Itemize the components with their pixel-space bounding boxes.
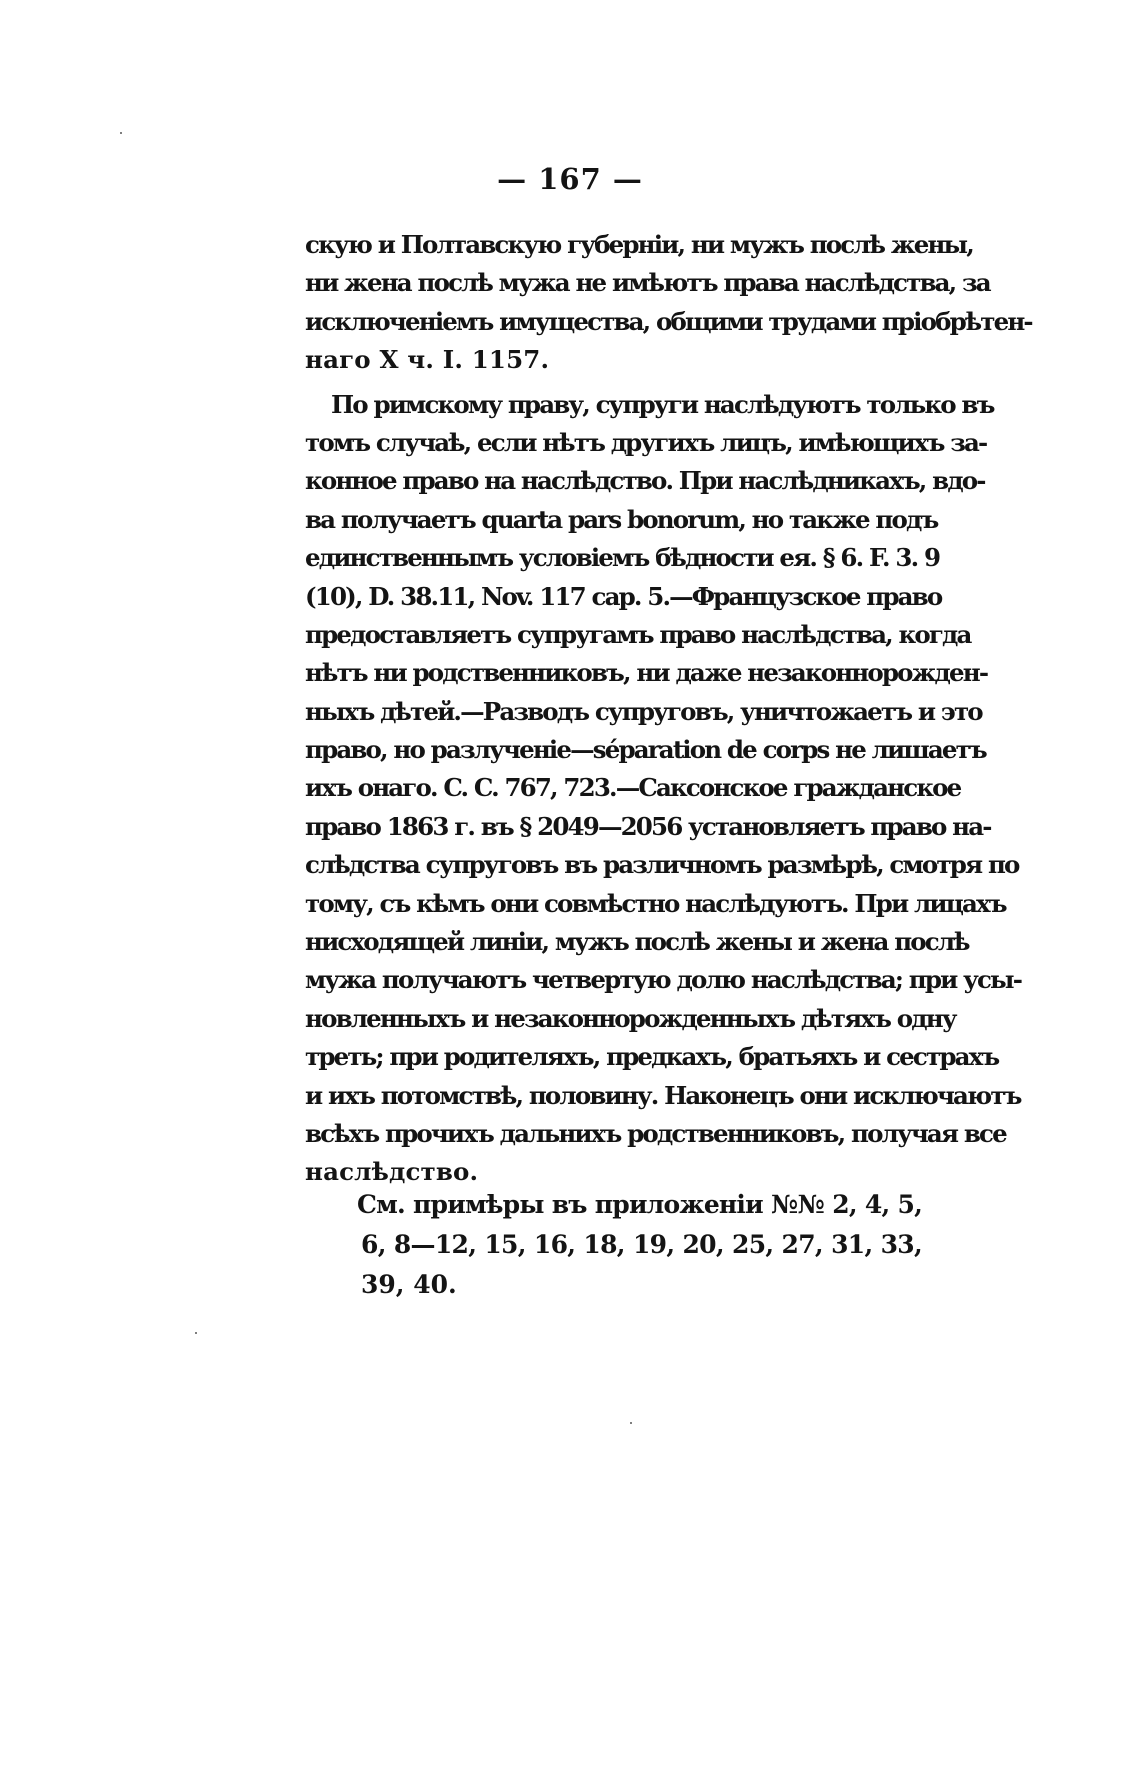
paper-speck (195, 1332, 197, 1334)
text-line: треть; при родителяхъ, предкахъ, братьяхъ и сестрахъ (305, 1042, 999, 1072)
references-note (357, 1185, 922, 1305)
reference-line: 6, 8—12, 15, 16, 18, 19, 20, 25, 27, 31, 33, (361, 1230, 922, 1259)
text-line: ихъ онаго. C. C. 767, 723.—Саксонское гражданское (305, 773, 961, 803)
paper-speck (630, 1422, 632, 1424)
text-line: право, но разлученіе—séparation de corps не лишаетъ (305, 735, 986, 765)
text-line: нисходящей линіи, мужъ послѣ жены и жена послѣ (305, 927, 969, 957)
page-number: — 167 — (497, 162, 643, 196)
text-line: ни жена послѣ мужа не имѣютъ права наслѣдства, за (305, 268, 990, 298)
text-line: слѣдства супруговъ въ различномъ размѣрѣ, смотря по (305, 850, 1019, 880)
text-line: тому, съ кѣмъ они совмѣстно наслѣдуютъ. При лицахъ (305, 888, 1006, 918)
text-line: право 1863 г. въ § 2049—2056 установляетъ право на- (305, 811, 991, 841)
text-line: всѣхъ прочихъ дальнихъ родственниковъ, получая все (305, 1118, 1006, 1148)
paper-speck (120, 132, 122, 134)
text-line: предоставляетъ супругамъ право наслѣдства, когда (305, 619, 971, 649)
text-line: нѣтъ ни родственниковъ, ни даже незаконнорожден- (305, 658, 988, 688)
text-line: По римскому праву, супруги наслѣдуютъ только въ (331, 389, 994, 419)
text-line: и ихъ потомствѣ, половину. Наконецъ они исключаютъ (305, 1080, 1021, 1110)
reference-line: См. примѣры въ приложеніи №№ 2, 4, 5, (357, 1190, 922, 1219)
text-line: ныхъ дѣтей.—Разводъ супруговъ, уничтожаетъ и это (305, 696, 982, 726)
text-line: ва получаетъ quarta pars bonorum, но также подъ (305, 504, 938, 534)
reference-line: 39, 40. (361, 1270, 457, 1299)
text-line: (10), D. 38.11, Nov. 117 cap. 5.—Французское право (305, 581, 942, 611)
text-line: томъ случаѣ, если нѣтъ другихъ лицъ, имѣющихъ за- (305, 427, 987, 457)
text-line: наслѣдство. (305, 1157, 479, 1187)
text-line: единственнымъ условіемъ бѣдности ея. § 6. F. 3. 9 (305, 543, 940, 573)
text-line: скую и Полтавскую губерніи, ни мужъ послѣ жены, (305, 230, 973, 259)
text-line: новленныхъ и незаконнорожденныхъ дѣтяхъ одну (305, 1003, 956, 1033)
text-line: наго X ч. I. 1157. (305, 345, 550, 375)
main-text (305, 226, 1032, 1192)
text-line: исключеніемъ имущества, общими трудами пріобрѣтен- (305, 306, 1032, 336)
text-line: конное право на наслѣдство. При наслѣдникахъ, вдо- (305, 466, 985, 496)
text-line: мужа получаютъ четвертую долю наслѣдства; при усы- (305, 965, 1022, 995)
